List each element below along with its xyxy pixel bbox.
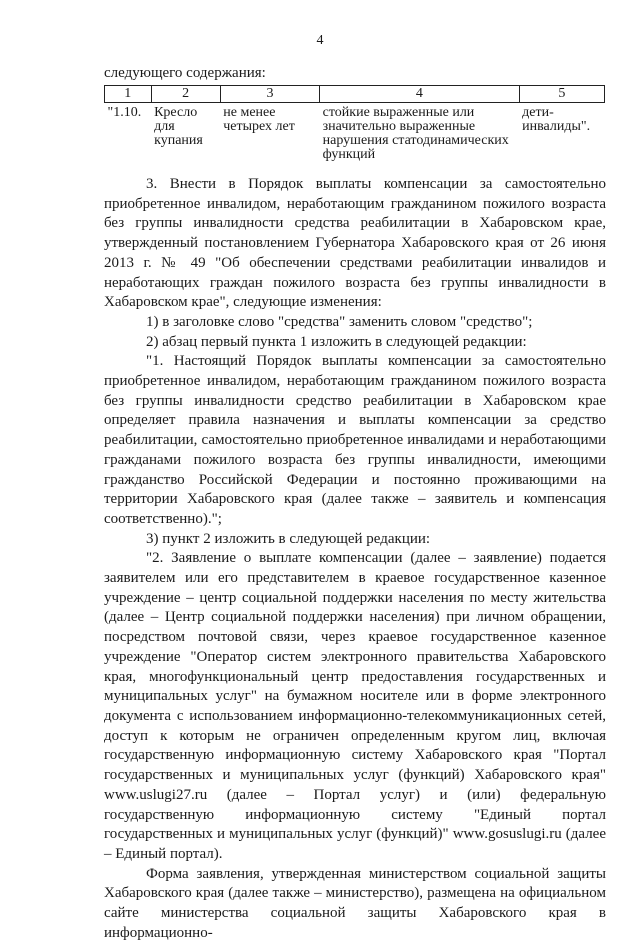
header-cell: 2 [151, 86, 220, 103]
row-category: дети-инвалиды". [522, 105, 591, 134]
row-item-name: Кресло для купания [154, 105, 203, 148]
header-cell: 1 [105, 86, 152, 103]
paragraph-form: Форма заявления, утвержденная министерством социальной защиты Хабаровского края (далее также – министерство), размещена на официальном сайте министерства социальной защиты Хабаровского края в информационно- [104, 865, 606, 941]
paragraph-subitem-2: 2) абзац первый пункта 1 изложить в следующей редакции: [146, 333, 527, 350]
row-term: не менее четырех лет [223, 105, 295, 134]
paragraph-item-3: 3. Внести в Порядок выплаты компенсации за самостоятельно приобретенное инвалидом, неработающим гражданином пожилого возраста без группы инвалидности средства реабилитации в Хабаровском крае, утвержденный постановлением Губернатора Хабаровского края от 26 июня 2013 г. № 49 "Об обеспечении средствами реабилитации инвалидов и неработающих граждан пожилого возраста без группы инвалидности в Хабаровском крае", следующие изменения: [104, 176, 606, 311]
header-cell: 4 [320, 86, 520, 103]
row-indications: стойкие выраженные или значительно выраженные нарушения статодинамических функций [322, 105, 509, 162]
header-cell: 5 [519, 86, 604, 103]
paragraph-quote-2: "2. Заявление о выплате компенсации (далее – заявление) подается заявителем или его представителем в краевое государственное казенное учреждение – центр социальной поддержки населения по месту жительства (далее – Центр социальной поддержки населения) при личном обращении, посредством почтовой связи, через краевое государственное казенное учреждение "Оператор систем электронного правительства Хабаровского края, многофункциональный центр предоставления государственных и муниципальных услуг" на бумажном носителе или в форме электронного документа с использованием информационно-телекоммуникационных сетей, доступ к которым не ограничен определенным кругом лиц, включая государственную информационную систему Хабаровского края "Портал государственных и муниципальных услуг (функций) Хабаровского края" www.uslugi27.ru (далее – Портал услуг) и (или) федеральную государственную информационную систему "Единый портал государственных и муниципальных услуг (функций)" www.gosuslugi.ru (далее – Единый портал). [104, 550, 606, 862]
table-row [105, 103, 605, 163]
table-header-row [105, 86, 605, 103]
amendment-table [104, 85, 605, 162]
paragraph-subitem-1: 1) в заголовке слово "средства" заменить словом "средство"; [146, 313, 533, 330]
paragraph-subitem-3: 3) пункт 2 изложить в следующей редакции: [146, 530, 431, 547]
intro-text: следующего содержания: [104, 65, 266, 81]
paragraph-quote-1: "1. Настоящий Порядок выплаты компенсации за самостоятельно приобретенное инвалидом, неработающим гражданином пожилого возраста без группы инвалидности средство реабилитации в Хабаровском крае определяет правила назначения и выплаты компенсации за средство реабилитации, самостоятельно приобретенное инвалидами и неработающими гражданами пожилого возраста без группы инвалидности, имеющими гражданство Российской Федерации и постоянно проживающими на территории Хабаровского края (далее также – заявитель и компенсация соответственно)."; [104, 353, 606, 527]
page-number: 4 [316, 33, 324, 48]
document-body [104, 175, 606, 943]
header-cell: 3 [220, 86, 319, 103]
row-number: "1.10. [107, 105, 142, 120]
